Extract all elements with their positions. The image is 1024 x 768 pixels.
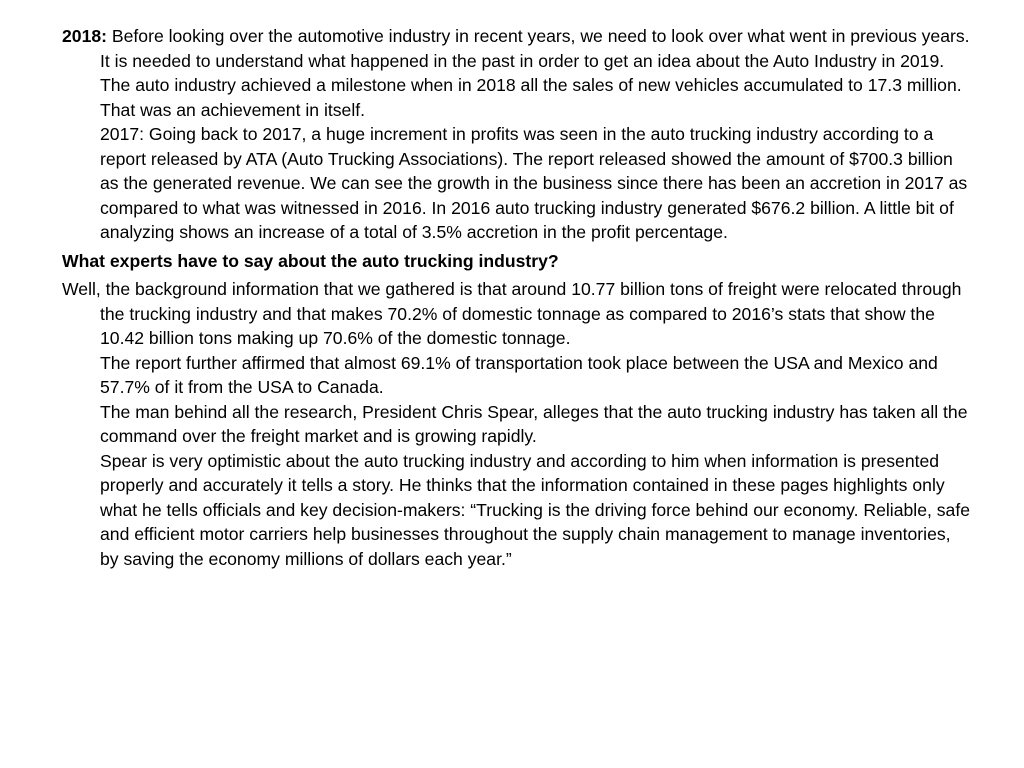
experts-paragraph-3: The man behind all the research, President Chris Spear, alleges that the auto trucking industry has taken all the command over the freight market and is growing rapidly.: [100, 401, 968, 446]
paragraph-2017-text: 2017: Going back to 2017, a huge increment in profits was seen in the auto trucking industry according to a report released by ATA (Auto Trucking Associations). The report released showed the amount of $700.3 billion as the generated revenue. We can see the growth in the business since there has been an accretion in 2017 as compared to what was witnessed in 2016. In 2016 auto trucking industry generated $676.2 billion. A little bit of analyzing shows an increase of a total of 3.5% accretion in the profit percentage.: [100, 124, 968, 242]
paragraph-2018-text: Before looking over the automotive industry in recent years, we need to look over what went in previous years. It is needed to understand what happened in the past in order to get an idea about the Auto Industry in 2019. The auto industry achieved a milestone when in 2018 all the sales of new vehicles accumulated to 17.3 million. That was an achievement in itself.: [100, 26, 970, 120]
paragraph-experts: [62, 277, 972, 571]
paragraph-2018: [62, 24, 972, 245]
experts-paragraph-2: The report further affirmed that almost 69.1% of transportation took place between the USA and Mexico and 57.7% of it from the USA to Canada.: [100, 352, 938, 397]
experts-heading: What experts have to say about the auto trucking industry?: [62, 250, 559, 271]
year-label-2018: 2018:: [62, 26, 107, 46]
experts-paragraph-4: Spear is very optimistic about the auto trucking industry and according to him when information is presented properly and accurately it tells a story. He thinks that the information contained in these pages highlights only what he tells officials and key decision-makers: “Trucking is the driving force behind our economy. Reliable, safe and efficient motor carriers help businesses throughout the supply chain management to manage inventories, by saving the economy millions of dollars each year.”: [100, 450, 971, 569]
experts-paragraph-1: Well, the background information that we gathered is that around 10.77 billion tons of freight were relocated through the trucking industry and that makes 70.2% of domestic tonnage as compared to 2016’s stats that show the 10.42 billion tons making up 70.6% of the domestic tonnage.: [62, 279, 962, 348]
